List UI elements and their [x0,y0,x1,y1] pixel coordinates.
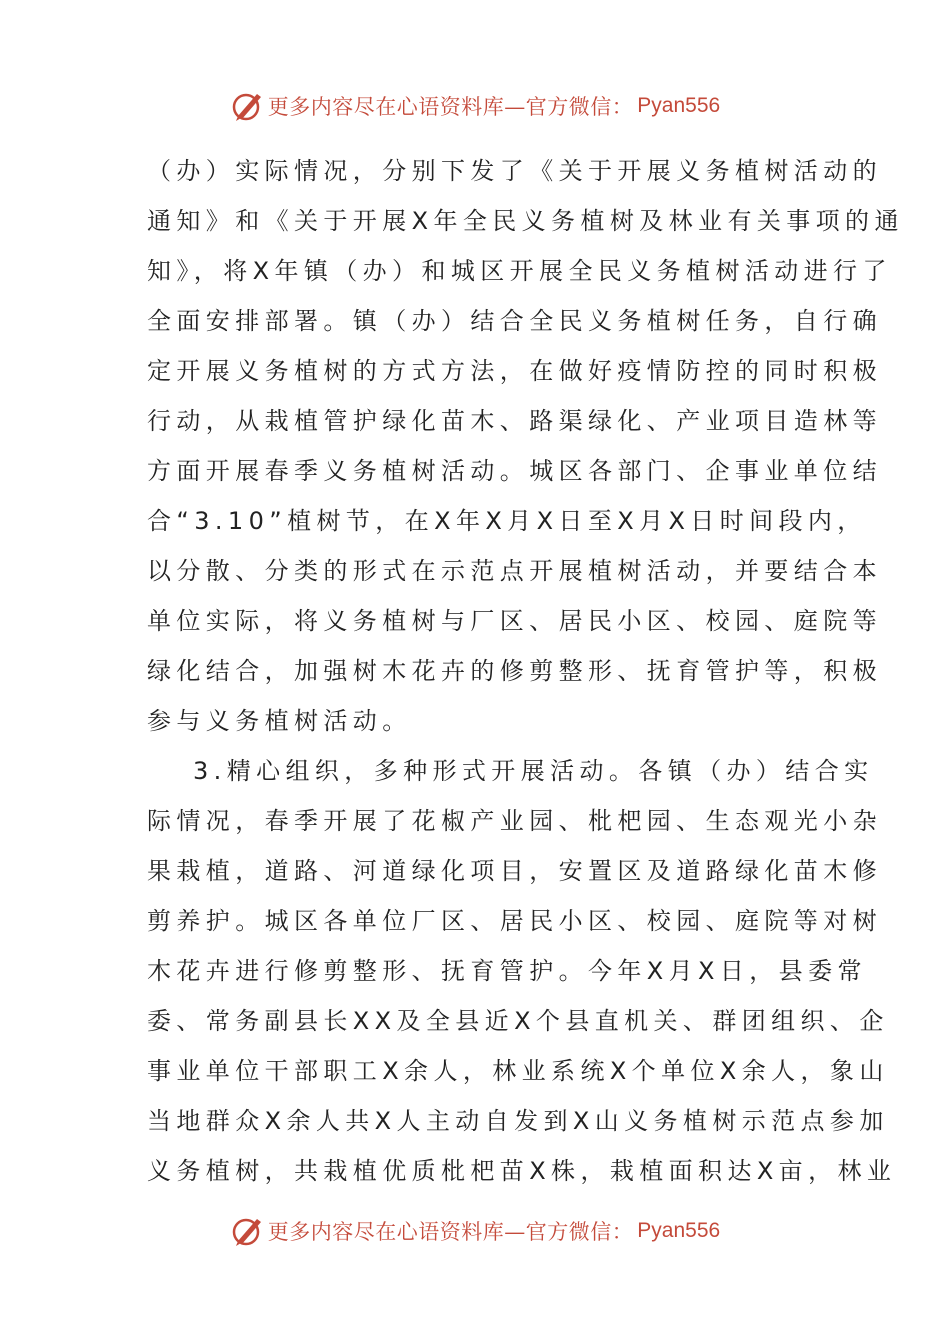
document-body [147,146,904,1196]
text-line: 合“3.10”植树节，在X年X月X日至X月X日时间段内， [147,507,867,535]
footer-watermark [0,1211,950,1251]
watermark-wechat-id: Pyan556 [637,1219,721,1242]
text-line: （办）实际情况，分别下发了《关于开展义务植树活动的 [147,157,882,185]
pen-logo-icon [230,88,266,124]
watermark-text: 更多内容尽在心语资料库—官方微信： [267,1220,634,1244]
text-line: 果栽植，道路、河道绿化项目，安置区及道路绿化苗木修 [147,857,882,885]
text-line: 通知》和《关于开展X年全民义务植树及林业有关事项的通 [147,207,904,235]
text-line: 行动，从栽植管护绿化苗木、路渠绿化、产业项目造林等 [147,407,882,435]
header-watermark [0,86,950,126]
watermark-wechat-id: Pyan556 [637,94,721,117]
text-line: 知》，将X年镇（办）和城区开展全民义务植树活动进行了 [147,257,892,285]
text-line: 义务植树，共栽植优质枇杷苗X株，栽植面积达X亩，林业 [147,1157,897,1185]
pen-logo-icon [230,1213,266,1249]
watermark-text: 更多内容尽在心语资料库—官方微信： [267,95,634,119]
text-line: 以分散、分类的形式在示范点开展植树活动，并要结合本 [147,557,882,585]
text-line: 际情况，春季开展了花椒产业园、枇杷园、生态观光小杂 [147,807,882,835]
text-line: 委、常务副县长XX及全县近X个县直机关、群团组织、企 [147,1007,889,1035]
text-line: 定开展义务植树的方式方法，在做好疫情防控的同时积极 [147,357,882,385]
text-line: 剪养护。城区各单位厂区、居民小区、校园、庭院等对树 [147,907,882,935]
text-line: 木花卉进行修剪整形、抚育管护。今年X月X日，县委常 [147,957,867,985]
text-line: 绿化结合，加强树木花卉的修剪整形、抚育管护等，积极 [147,657,882,685]
text-line: 全面安排部署。镇（办）结合全民义务植树任务，自行确 [147,307,882,335]
paragraph-start-line: 3.精心组织，多种形式开展活动。各镇（办）结合实 [193,757,874,785]
text-line: 参与义务植树活动。 [147,707,412,735]
text-line: 单位实际，将义务植树与厂区、居民小区、校园、庭院等 [147,607,882,635]
text-line: 当地群众X余人共X人主动自发到X山义务植树示范点参加 [147,1107,889,1135]
text-line: 方面开展春季义务植树活动。城区各部门、企事业单位结 [147,457,882,485]
text-line: 事业单位干部职工X余人，林业系统X个单位X余人，象山 [147,1057,889,1085]
